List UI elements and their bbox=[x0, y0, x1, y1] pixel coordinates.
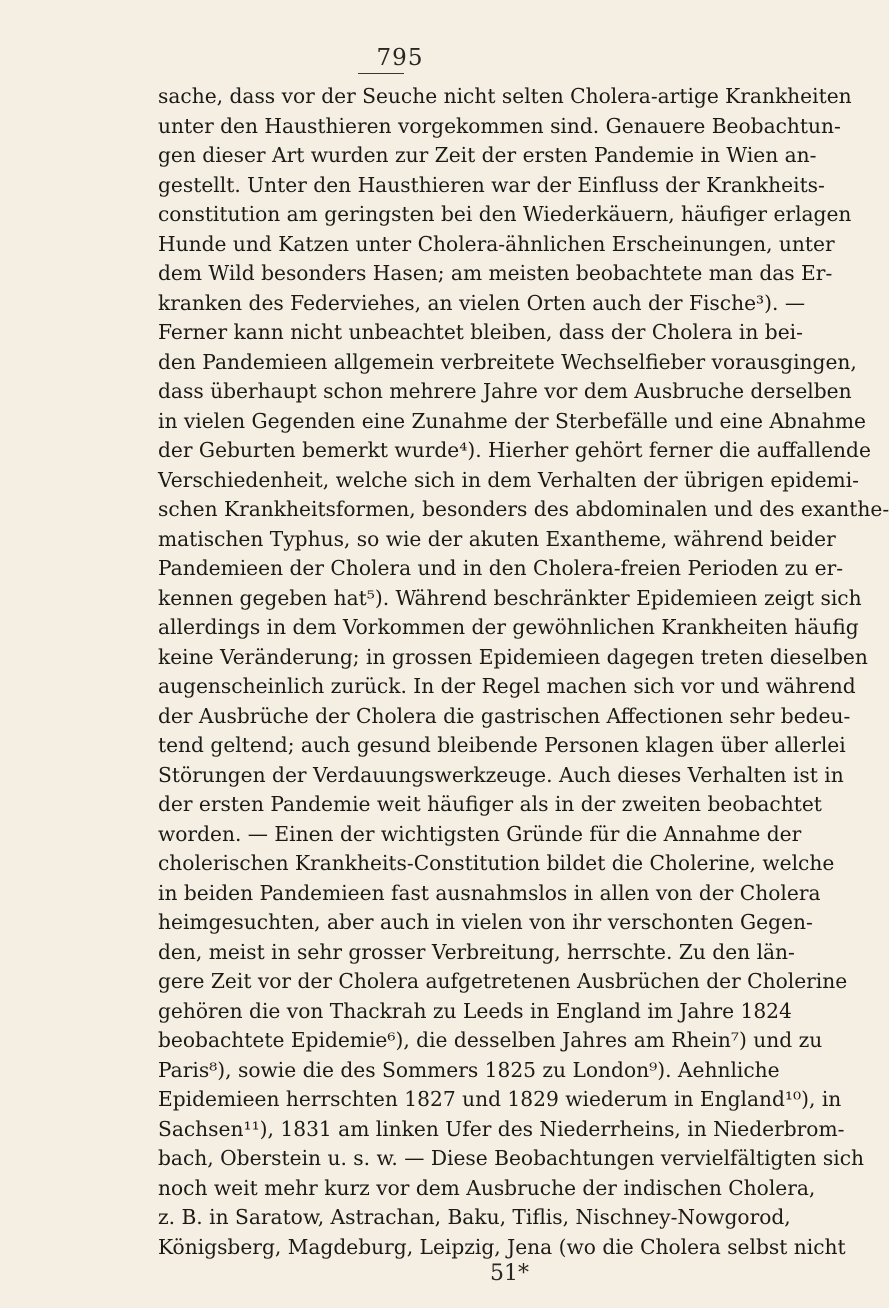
text-line: Königsberg, Magdeburg, Leipzig, Jena (wo die Cholera selbst nicht bbox=[158, 1234, 846, 1259]
text-line: Epidemieen herrschten 1827 und 1829 wiederum in England¹⁰), in bbox=[158, 1087, 842, 1111]
text-line: Hunde und Katzen unter Cholera-ähnlichen Erscheinungen, unter bbox=[158, 231, 835, 256]
text-line: gere Zeit vor der Cholera aufgetretenen Ausbrüchen der Cholerine bbox=[158, 969, 848, 993]
text-line: in beiden Pandemieen fast ausnahmslos in allen von der Cholera bbox=[158, 880, 821, 905]
page-number-rule bbox=[358, 73, 404, 74]
text-line: Sachsen¹¹), 1831 am linken Ufer des Niederrheins, in Niederbrom- bbox=[158, 1116, 845, 1141]
text-line: tend geltend; auch gesund bleibende Personen klagen über allerlei bbox=[158, 733, 846, 757]
text-line: dass überhaupt schon mehrere Jahre vor dem Ausbruche derselben bbox=[158, 379, 852, 403]
text-line: der Geburten bemerkt wurde⁴). Hierher gehört ferner die auffallende bbox=[158, 438, 871, 462]
signature-mark: 51* bbox=[490, 1261, 529, 1286]
body-text bbox=[158, 82, 889, 1262]
text-line: den, meist in sehr grosser Verbreitung, herrschte. Zu den län- bbox=[158, 939, 795, 964]
text-line: heimgesuchten, aber auch in vielen von ihr verschonten Gegen- bbox=[158, 910, 813, 934]
text-line: gen dieser Art wurden zur Zeit der ersten Pandemie in Wien an- bbox=[158, 143, 817, 167]
text-line: kranken des Federviehes, an vielen Orten auch der Fische³). — bbox=[158, 290, 806, 315]
text-line: dem Wild besonders Hasen; am meisten beobachtete man das Er- bbox=[158, 261, 833, 285]
text-line: noch weit mehr kurz vor dem Ausbruche der indischen Cholera, bbox=[158, 1175, 816, 1200]
text-line: Störungen der Verdauungswerkzeuge. Auch dieses Verhalten ist in bbox=[158, 762, 844, 787]
text-line: unter den Hausthieren vorgekommen sind. Genauere Beobachtun- bbox=[158, 113, 841, 138]
text-line: cholerischen Krankheits-Constitution bildet die Cholerine, welche bbox=[158, 851, 835, 875]
page-number: 795 bbox=[376, 45, 424, 71]
text-line: der Ausbrüche der Cholera die gastrischen Affectionen sehr bedeu- bbox=[158, 703, 851, 728]
text-line: in vielen Gegenden eine Zunahme der Sterbefälle und eine Abnahme bbox=[158, 408, 866, 433]
text-line: beobachtete Epidemie⁶), die desselben Jahres am Rhein⁷) und zu bbox=[158, 1028, 823, 1052]
text-line: gestellt. Unter den Hausthieren war der Einfluss der Krankheits- bbox=[158, 172, 825, 197]
text-line: matischen Typhus, so wie der akuten Exantheme, während beider bbox=[158, 526, 836, 551]
text-line: kennen gegeben hat⁵). Während beschränkter Epidemieen zeigt sich bbox=[158, 585, 862, 610]
text-line: augenscheinlich zurück. In der Regel machen sich vor und während bbox=[158, 674, 856, 698]
text-line: sache, dass vor der Seuche nicht selten Cholera-artige Krankheiten bbox=[158, 84, 852, 108]
text-line: Paris⁸), sowie die des Sommers 1825 zu London⁹). Aehnliche bbox=[158, 1057, 780, 1082]
text-line: Ferner kann nicht unbeachtet bleiben, dass der Cholera in bei- bbox=[158, 320, 803, 344]
text-line: gehören die von Thackrah zu Leeds in England im Jahre 1824 bbox=[158, 998, 792, 1023]
text-line: Pandemieen der Cholera und in den Cholera-freien Perioden zu er- bbox=[158, 556, 844, 580]
text-line: allerdings in dem Vorkommen der gewöhnlichen Krankheiten häufig bbox=[158, 615, 859, 639]
text-line: der ersten Pandemie weit häufiger als in der zweiten beobachtet bbox=[158, 792, 822, 816]
text-line: constitution am geringsten bei den Wiederkäuern, häufiger erlagen bbox=[158, 202, 852, 226]
text-line: z. B. in Saratow, Astrachan, Baku, Tiflis, Nischney-Nowgorod, bbox=[158, 1205, 791, 1229]
text-line: schen Krankheitsformen, besonders des abdominalen und des exanthe- bbox=[158, 497, 889, 521]
text-line: keine Veränderung; in grossen Epidemieen dagegen treten dieselben bbox=[158, 644, 868, 669]
text-line: den Pandemieen allgemein verbreitete Wechselfieber vorausgingen, bbox=[158, 349, 857, 374]
text-line: worden. — Einen der wichtigsten Gründe für die Annahme der bbox=[158, 821, 802, 846]
text-line: Verschiedenheit, welche sich in dem Verhalten der übrigen epidemi- bbox=[158, 467, 859, 492]
text-line: bach, Oberstein u. s. w. — Diese Beobachtungen vervielfältigten sich bbox=[158, 1146, 865, 1170]
